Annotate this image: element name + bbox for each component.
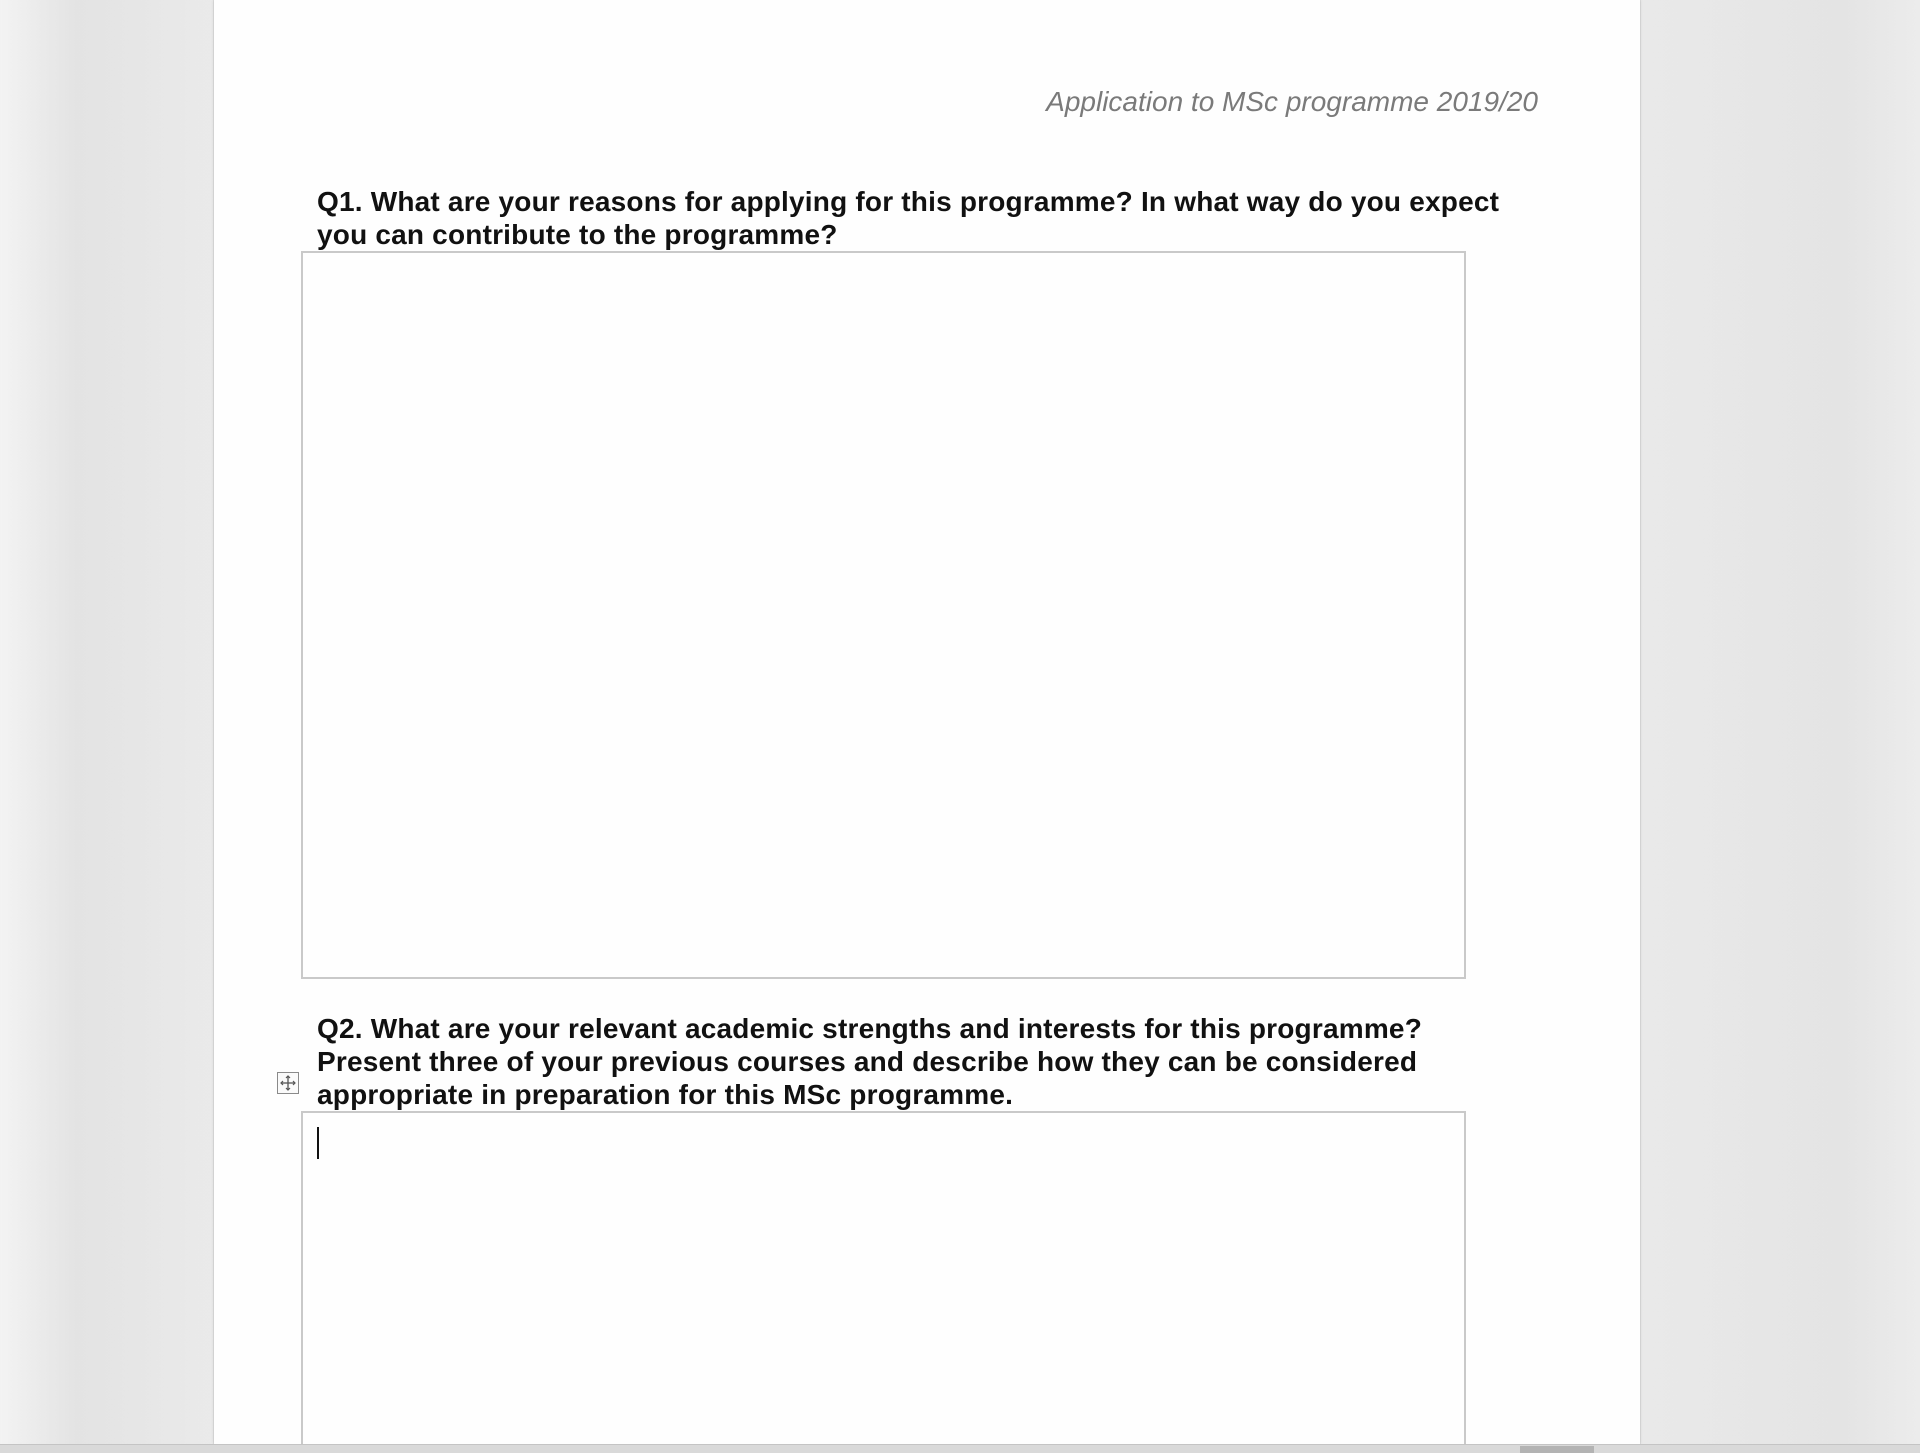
question-1 (317, 185, 1499, 251)
question-2-line: Present three of your previous courses and describe how they can be considered (317, 1046, 1418, 1077)
question-2-line: appropriate in preparation for this MSc programme. (317, 1079, 1014, 1110)
question-2 (317, 1012, 1422, 1111)
document-page[interactable] (214, 0, 1640, 1444)
answer-1-box[interactable] (301, 251, 1466, 979)
scrollbar-thumb[interactable] (1520, 1446, 1594, 1453)
question-1-line: Q1. What are your reasons for applying for this programme? In what way do you expect (317, 186, 1500, 217)
table-move-handle-icon[interactable] (277, 1072, 299, 1094)
question-1-line: you can contribute to the programme? (317, 219, 838, 250)
page-header: Application to MSc programme 2019/20 (1046, 86, 1538, 117)
answer-2-box[interactable] (301, 1111, 1466, 1453)
text-cursor (317, 1127, 319, 1159)
horizontal-scrollbar[interactable] (0, 1444, 1920, 1453)
question-2-line: Q2. What are your relevant academic strengths and interests for this programme? (317, 1013, 1422, 1044)
